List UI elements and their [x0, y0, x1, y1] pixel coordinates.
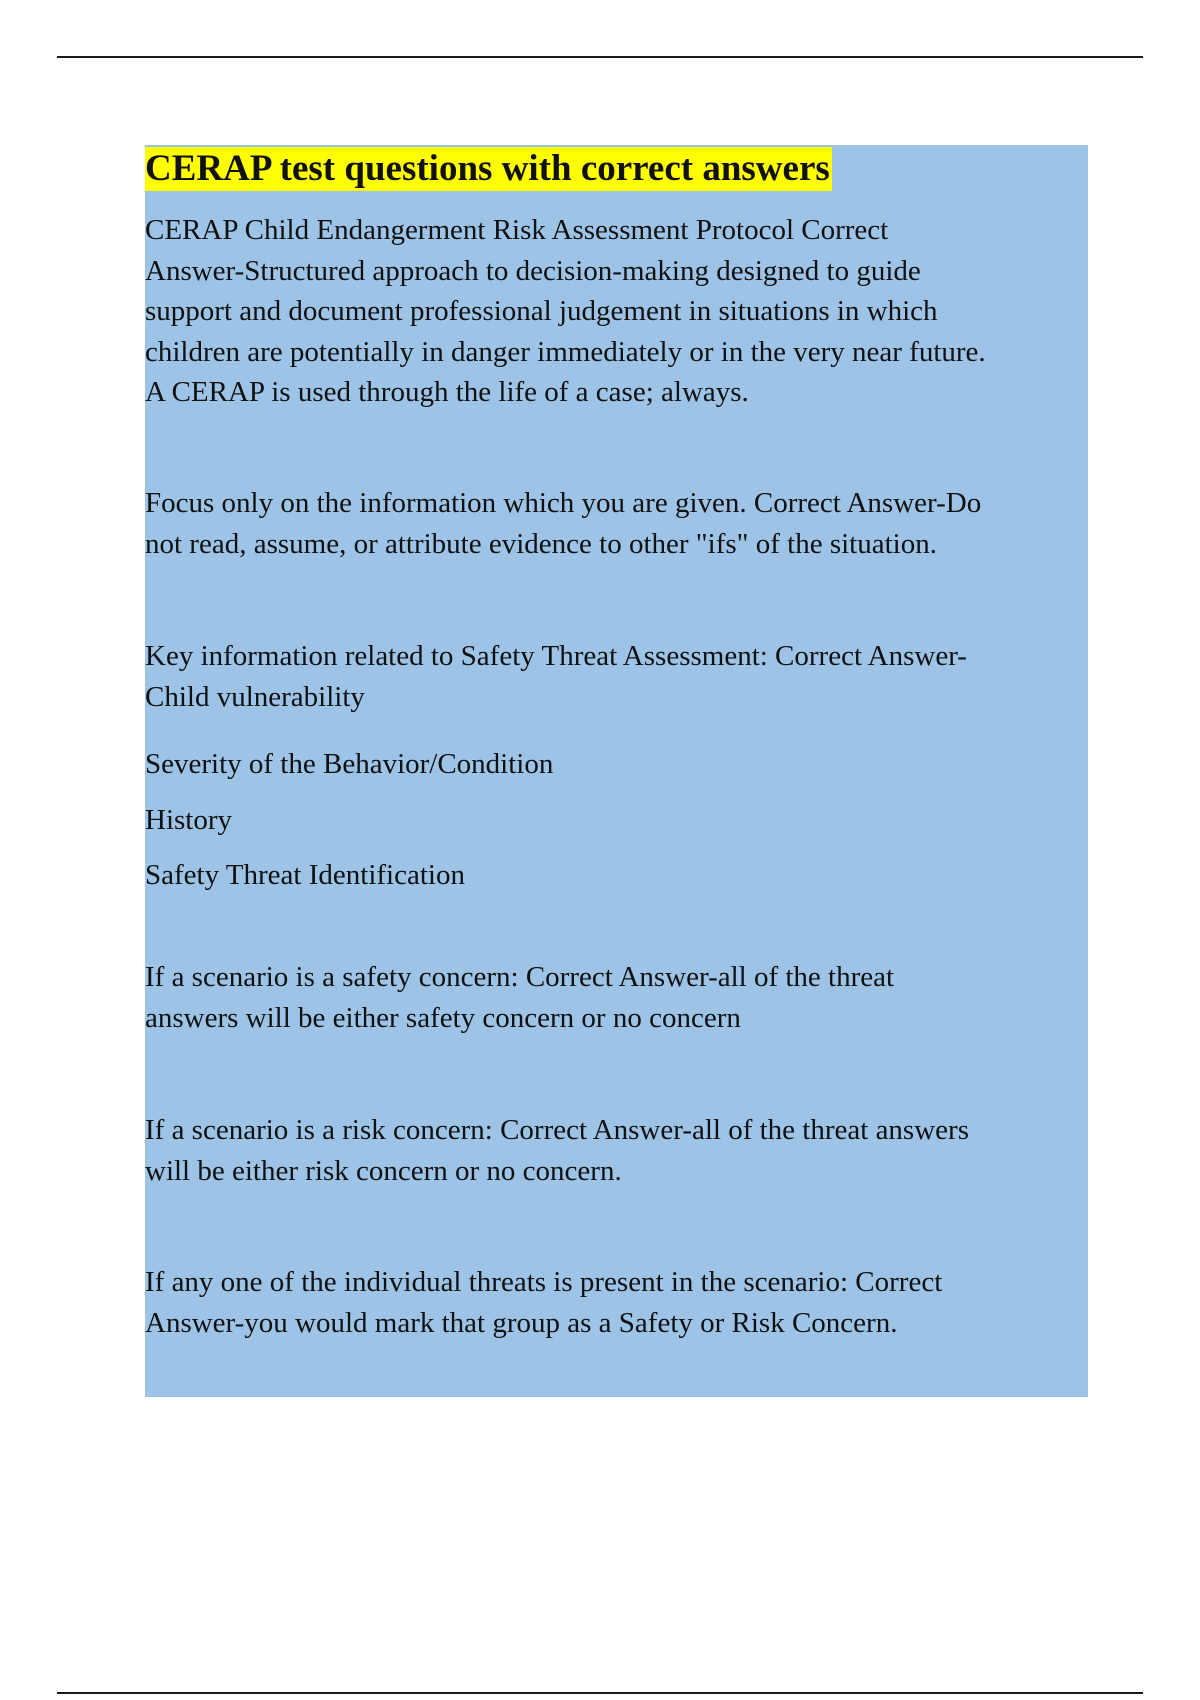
paragraph-line: Focus only on the information which you are given. Correct Answer-Do: [145, 487, 982, 519]
paragraph-line: If a scenario is a safety concern: Correct Answer-all of the threat: [145, 961, 895, 993]
footer-rule: [57, 1692, 1143, 1694]
paragraph-safety-threat-identification: [145, 855, 1088, 896]
paragraph-line: Answer-you would mark that group as a Safety or Risk Concern.: [145, 1306, 898, 1339]
paragraph-line: will be either risk concern or no concern.: [145, 1154, 622, 1187]
paragraph-line: Child vulnerability: [145, 680, 365, 713]
document-title: CERAP test questions with correct answers: [145, 148, 830, 189]
paragraph-line: A CERAP is used through the life of a case; always.: [145, 376, 749, 408]
paragraph-line: Severity of the Behavior/Condition: [145, 748, 554, 780]
header-rule: [57, 56, 1143, 58]
paragraph-line: If any one of the individual threats is present in the scenario: Correct: [145, 1266, 943, 1298]
paragraph-line: If a scenario is a risk concern: Correct Answer-all of the threat answers: [145, 1114, 969, 1146]
paragraph-line: children are potentially in danger immediately or in the very near future.: [145, 335, 986, 368]
paragraph-line: CERAP Child Endangerment Risk Assessment Protocol Correct: [145, 214, 889, 246]
paragraph-safety-concern: [145, 957, 1088, 1038]
paragraph-focus-information: [145, 483, 1088, 564]
paragraph-line: answers will be either safety concern or no concern: [145, 1001, 741, 1034]
paragraph-individual-threats: [145, 1262, 1088, 1343]
paragraph-cerap-definition: [145, 210, 1088, 413]
document-content-box: [145, 145, 1088, 1397]
paragraph-risk-concern: [145, 1110, 1088, 1191]
paragraph-line: Answer-Structured approach to decision-making designed to guide: [145, 254, 921, 287]
paragraph-severity: [145, 744, 1088, 785]
paragraph-key-information: [145, 636, 1088, 717]
paragraph-line: support and document professional judgement in situations in which: [145, 295, 938, 327]
paragraph-line: not read, assume, or attribute evidence to other "ifs" of the situation.: [145, 527, 937, 560]
paragraph-history: [145, 800, 1088, 841]
paragraph-line: Key information related to Safety Threat Assessment: Correct Answer-: [145, 640, 967, 672]
paragraph-line: Safety Threat Identification: [145, 859, 465, 891]
paragraph-line: History: [145, 804, 232, 836]
